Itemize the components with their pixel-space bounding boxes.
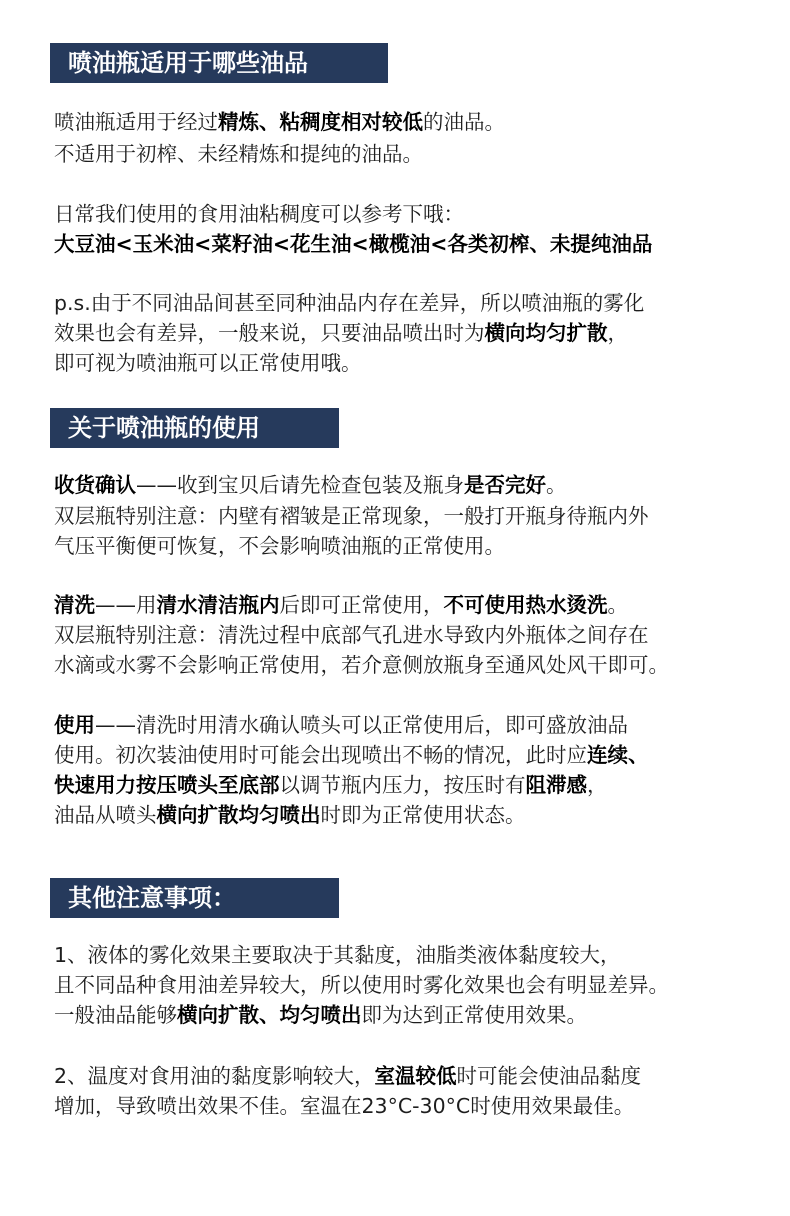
text-line (54, 771, 608, 799)
text-line (54, 200, 464, 228)
text-segment: p.s.由于不同油品间甚至同种油品内存在差异，所以喷油瓶的雾化 (54, 291, 645, 315)
text-segment: 的油品。 (423, 110, 505, 134)
text-segment: 2、温度对食用油的黏度影响较大， (54, 1064, 375, 1088)
text-segment: 。 (607, 593, 628, 617)
text-line (54, 289, 644, 317)
text-segment: 油品从喷头 (54, 803, 157, 827)
section-header-oil-types: 喷油瓶适用于哪些油品 (50, 43, 388, 83)
emphasis-text: 室温较低 (374, 1064, 457, 1088)
text-segment: 气压平衡便可恢复，不会影响喷油瓶的正常使用。 (54, 534, 505, 558)
text-segment: 。 (546, 473, 567, 497)
text-line (54, 140, 423, 168)
text-segment: 双层瓶特别注意：内壁有褶皱是正常现象，一般打开瓶身待瓶内外 (54, 504, 649, 528)
text-segment: 时可能会使油品黏度 (456, 1064, 642, 1088)
text-line (54, 1062, 641, 1090)
text-line (54, 319, 628, 347)
text-segment: ， (587, 773, 608, 797)
text-line (54, 349, 362, 377)
text-line (54, 711, 628, 739)
emphasis-text: 横向扩散均匀喷出 (156, 803, 321, 827)
text-line (54, 230, 652, 258)
text-segment: 后即可正常使用， (279, 593, 444, 617)
text-line (54, 621, 649, 649)
text-segment: ——用 (95, 593, 157, 617)
text-line (54, 971, 669, 999)
text-segment: 水滴或水雾不会影响正常使用，若介意侧放瓶身至通风处风干即可。 (54, 653, 669, 677)
text-segment: 日常我们使用的食用油粘稠度可以参考下哦： (54, 202, 464, 226)
emphasis-text: 大豆油<玉米油<菜籽油<花生油<橄榄油<各类初榨、未提纯油品 (54, 232, 653, 256)
text-segment: 以调节瓶内压力，按压时有 (279, 773, 526, 797)
text-line (54, 502, 649, 530)
emphasis-text: 不可使用热水烫洗 (443, 593, 608, 617)
text-line (54, 651, 669, 679)
text-line (54, 1092, 634, 1120)
text-segment: 即可视为喷油瓶可以正常使用哦。 (54, 351, 362, 375)
text-line (54, 941, 621, 969)
emphasis-text: 清洗 (54, 593, 95, 617)
section-header-usage: 关于喷油瓶的使用 (50, 408, 339, 448)
text-line (54, 591, 628, 619)
emphasis-text: 是否完好 (464, 473, 546, 497)
text-segment: 喷油瓶适用于经过 (54, 110, 218, 134)
text-segment: 不适用于初榨、未经精炼和提纯的油品。 (54, 142, 423, 166)
text-segment: ， (607, 321, 628, 345)
text-line (54, 471, 567, 499)
text-segment: 时即为正常使用状态。 (320, 803, 526, 827)
text-line (54, 741, 649, 769)
emphasis-text: 横向均匀扩散 (484, 321, 608, 345)
text-segment: 双层瓶特别注意：清洗过程中底部气孔进水导致内外瓶体之间存在 (54, 623, 649, 647)
section-header-other-notes: 其他注意事项： (50, 878, 339, 918)
text-segment: 使用。初次装油使用时可能会出现喷出不畅的情况，此时应 (54, 743, 587, 767)
text-line (54, 1001, 587, 1029)
emphasis-text: 连续、 (587, 743, 649, 767)
text-segment: 一般油品能够 (54, 1003, 177, 1027)
emphasis-text: 横向扩散、均匀喷出 (177, 1003, 362, 1027)
text-segment: ——收到宝贝后请先检查包装及瓶身 (136, 473, 464, 497)
emphasis-text: 使用 (54, 713, 95, 737)
emphasis-text: 清水清洁瓶内 (156, 593, 280, 617)
text-segment: 效果也会有差异，一般来说，只要油品喷出时为 (54, 321, 485, 345)
text-segment: 即为达到正常使用效果。 (361, 1003, 587, 1027)
text-segment: 1、液体的雾化效果主要取决于其黏度，油脂类液体黏度较大， (54, 943, 621, 967)
text-segment: 且不同品种食用油差异较大，所以使用时雾化效果也会有明显差异。 (54, 973, 669, 997)
emphasis-text: 精炼、粘稠度相对较低 (218, 110, 423, 134)
emphasis-text: 阻滞感 (525, 773, 587, 797)
text-segment: ——清洗时用清水确认喷头可以正常使用后，即可盛放油品 (95, 713, 628, 737)
text-line (54, 532, 505, 560)
text-line (54, 801, 526, 829)
emphasis-text: 快速用力按压喷头至底部 (54, 773, 280, 797)
text-line (54, 108, 505, 136)
emphasis-text: 收货确认 (54, 473, 136, 497)
text-segment: 增加，导致喷出效果不佳。室温在23°C-30°C时使用效果最佳。 (54, 1094, 635, 1118)
